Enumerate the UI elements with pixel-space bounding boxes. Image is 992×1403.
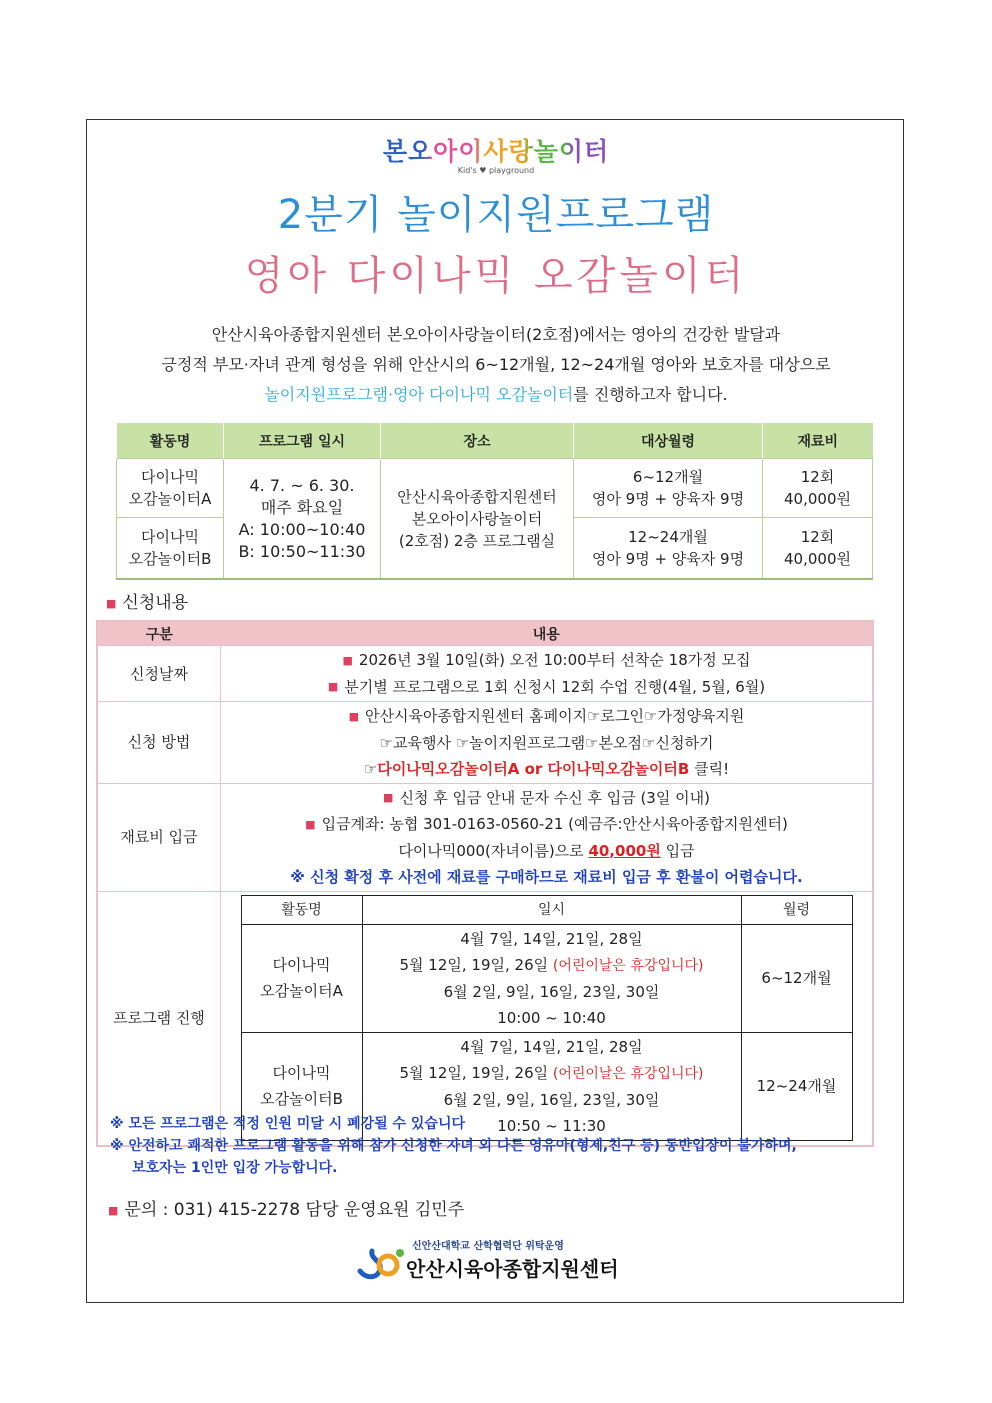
apply-section-title: ■ 신청내용 [106, 593, 189, 613]
program-schedule-table [241, 895, 853, 1141]
contact-info: ■ 문의 : 031) 415-2278 담당 운영요원 김민주 [108, 1200, 465, 1220]
overview-header-schedule: 프로그램 일시 [224, 423, 381, 459]
program-age-b: 12~24개월 [741, 1032, 852, 1140]
program-dates-b: 4월 7일, 14일, 21일, 28일 5월 12일, 19일, 26일 (어린이날은 휴강입니다) 6월 2일, 9일, 16일, 23일, 30일 10:50 ~ 11:30 [362, 1032, 741, 1140]
apply-header-category: 구분 [97, 621, 221, 646]
program-link-text: 다이나믹오감놀이터A or 다이나믹오감놀이터B [377, 759, 690, 778]
overview-age-b: 12~24개월 영아 9명 + 양육자 9명 [574, 518, 763, 580]
logo-subtitle: Kid's ♥ playground [457, 166, 535, 175]
apply-row-method [97, 702, 873, 784]
overview-schedule: 4. 7. ~ 6. 30. 매주 화요일 A: 10:00~10:40 B: 10:50~11:30 [224, 459, 381, 580]
program-header-name: 활동명 [241, 895, 362, 924]
apply-program-content [221, 891, 874, 1146]
overview-place: 안산시육아종합지원센터 본오아이사랑놀이터 (2호점) 2층 프로그램실 [381, 459, 574, 580]
apply-fee-label: 재료비 입금 [97, 783, 221, 891]
notes [110, 1113, 797, 1179]
square-bullet-icon: ■ [305, 817, 316, 831]
overview-header-age: 대상월령 [574, 423, 763, 459]
apply-header-content: 내용 [221, 621, 874, 646]
square-bullet-icon: ■ [348, 709, 359, 723]
note-3: 보호자는 1인만 입장 가능합니다. [132, 1160, 338, 1176]
page-subtitle: 영아 다이나믹 오감놀이터 [244, 253, 748, 299]
center-logo-mark-icon [356, 1243, 406, 1283]
intro-paragraph [100, 320, 892, 410]
program-age-a: 6~12개월 [741, 924, 852, 1032]
center-logo-small-text: 신안산대학교 산학협력단 위탁운영 [412, 1241, 564, 1252]
overview-header-fee: 재료비 [763, 423, 873, 459]
apply-row-fee [97, 783, 873, 891]
apply-method-label: 신청 방법 [97, 702, 221, 784]
overview-header-name: 활동명 [117, 423, 224, 459]
intro-line-2: 긍정적 부모·자녀 관계 형성을 위해 안산시의 6~12개월, 12~24개월 영아와 보호자를 대상으로 [161, 355, 831, 374]
overview-header-place: 장소 [381, 423, 574, 459]
apply-table [96, 620, 874, 1147]
overview-name-a: 다이나믹 오감놀이터A [117, 459, 224, 518]
logo-text: 본오아이사랑놀이터 [382, 137, 610, 166]
page-title: 2분기 놀이지원프로그램 [277, 192, 715, 238]
fee-amount: 40,000원 [588, 841, 661, 860]
square-bullet-icon: ■ [342, 653, 353, 667]
note-1: ※ 모든 프로그램은 적정 인원 미달 시 폐강될 수 있습니다 [110, 1116, 466, 1132]
overview-table [116, 423, 873, 580]
center-logo-name: 안산시육아종합지원센터 [406, 1257, 619, 1281]
program-name-a: 다이나믹 오감놀이터A [241, 924, 362, 1032]
program-dates-a: 4월 7일, 14일, 21일, 28일 5월 12일, 19일, 26일 (어린이날은 휴강입니다) 6월 2일, 9일, 16일, 23일, 30일 10:00 ~ 10:40 [362, 924, 741, 1032]
apply-date-label: 신청날짜 [97, 646, 221, 702]
overview-row-a [117, 459, 873, 518]
program-header-row [241, 895, 852, 924]
intro-line-3 [100, 380, 892, 410]
apply-date-content: ■ 2026년 3월 10일(화) 오전 10:00부터 선착순 18가정 모집 ■ 분기별 프로그램으로 1회 신청시 12회 수업 진행(4월, 5월, 6월) [221, 646, 874, 702]
intro-line-3-rest: 를 진행하고자 합니다. [573, 385, 728, 404]
square-bullet-icon: ■ [383, 791, 394, 804]
overview-name-b: 다이나믹 오감놀이터B [117, 518, 224, 580]
program-row-a [241, 924, 852, 1032]
apply-header-row [97, 621, 873, 646]
program-name-b: 다이나믹 오감놀이터B [241, 1032, 362, 1140]
note-2: ※ 안전하고 쾌적한 프로그램 활동을 위해 참가 신청한 자녀 외 다른 영유아(형제,친구 등) 동반입장이 불가하며, [110, 1138, 797, 1154]
square-bullet-icon: ■ [327, 680, 339, 693]
intro-line-1: 안산시육아종합지원센터 본오아이사랑놀이터(2호점)에서는 영아의 건강한 발달과 [211, 325, 781, 344]
program-header-date: 일시 [362, 895, 741, 924]
square-bullet-icon: ■ [108, 1203, 119, 1217]
overview-age-a: 6~12개월 영아 9명 + 양육자 9명 [574, 459, 763, 518]
program-header-age: 월령 [741, 895, 852, 924]
overview-fee-a: 12회 40,000원 [763, 459, 873, 518]
square-bullet-icon: ■ [106, 596, 117, 610]
apply-program-label: 프로그램 진행 [97, 891, 221, 1146]
intro-highlight: 놀이지원프로그램·영아 다이나믹 오감놀이터 [264, 385, 574, 404]
apply-fee-content: ■ 신청 후 입금 안내 문자 수신 후 입금 (3일 이내) ■ 입금계좌: 농협 301-0163-0560-21 (예금주:안산시육아종합지원센터) 다이나믹000(자녀이름)으로 40,000원 입금 ※ 신청 확정 후 사전에 재료를 구매하므로 재료비 입금 후 환불이 어렵습니다. [221, 783, 874, 891]
apply-row-program [97, 891, 873, 1146]
apply-row-date [97, 646, 873, 702]
playground-logo [0, 132, 992, 175]
overview-fee-b: 12회 40,000원 [763, 518, 873, 580]
center-logo [356, 1237, 636, 1282]
overview-header-row [117, 423, 873, 459]
apply-method-content: ■ 안산시육아종합지원센터 홈페이지☞로그인☞가정양육지원 ☞교육행사 ☞놀이지원프로그램☞본오점☞신청하기 ☞다이나믹오감놀이터A or 다이나믹오감놀이터B 클릭! [221, 702, 874, 784]
refund-notice: ※ 신청 확정 후 사전에 재료를 구매하므로 재료비 입금 후 환불이 어렵습니다. [290, 867, 803, 886]
